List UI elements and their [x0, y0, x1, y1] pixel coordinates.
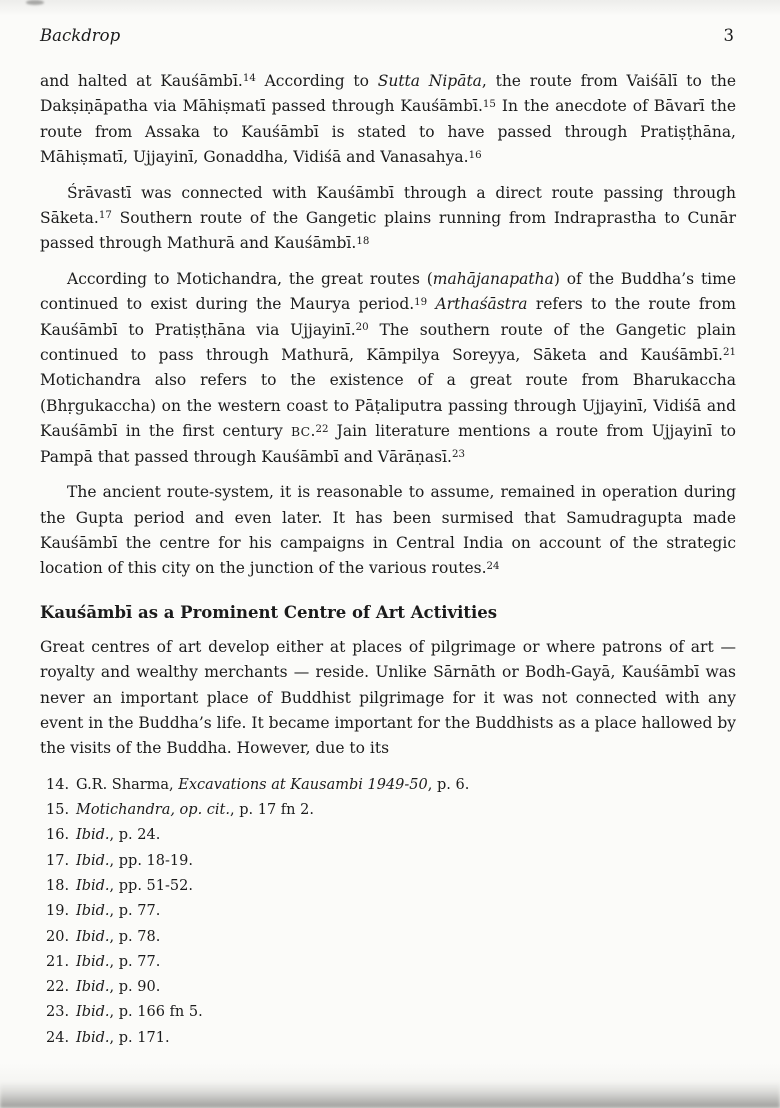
- footnote: [46, 1028, 736, 1048]
- footnote-text: Ibid., pp. 18-19.: [76, 852, 193, 869]
- footnote-number: 18.: [46, 877, 70, 894]
- footnote: [46, 800, 736, 820]
- footnote-text: Ibid., p. 166 fn 5.: [76, 1004, 203, 1021]
- footnote-text: Ibid., p. 171.: [76, 1029, 170, 1046]
- footnote: [46, 952, 736, 972]
- footnote-text: Ibid., p. 24.: [76, 827, 161, 844]
- footnote-text: Ibid., p. 78.: [76, 928, 161, 945]
- footnote-text: Ibid., p. 90.: [76, 979, 161, 996]
- section-heading: Kauśāmbī as a Prominent Centre of Art Activities: [40, 602, 498, 622]
- footnote-number: 17.: [46, 852, 70, 869]
- footnote-text: Ibid., p. 77.: [76, 903, 161, 920]
- paragraph: and halted at Kauśāmbī.$^{14}$ According to Sutta Nipāta, the route from Vaiśālī to the Dakṣiṇāpatha via Māhiṣmatī passed through Kauśāmbī.$^{15}$ In the anecdote of Bāvarī the route from Assaka to Kauśāmbī is stated to have passed through Pratiṣṭhāna, Māhiṣmatī, Ujjayinī, Gonaddha, Vidiśā and Vanasahya.$^{16}$: [40, 72, 737, 167]
- paragraph: Great centres of art develop either at places of pilgrimage or where patrons of art — royalty and wealthy merchants — reside. Unlike Sārnāth or Bodh-Gayā, Kauśāmbī was never an important place of Buddhist pilgrimage for it was not connected with any event in the Buddha’s life. It became important for the Buddhists as a place hallowed by the visits of the Buddha. However, due to its: [40, 637, 736, 758]
- running-title: Backdrop: [40, 26, 121, 45]
- footnote-text: G.R. Sharma, Excavations at Kausambi 1949-50, p. 6.: [76, 776, 470, 793]
- footnote-number: 23.: [46, 1004, 70, 1021]
- footnote: [46, 876, 736, 896]
- page-body: [40, 69, 736, 762]
- footnote-number: 21.: [46, 953, 70, 970]
- footnote-number: 22.: [46, 979, 70, 996]
- footnote: [46, 825, 736, 845]
- footnote: [46, 927, 736, 947]
- footnote: [46, 851, 736, 871]
- footnote-text: Motichandra, op. cit., p. 17 fn 2.: [76, 802, 314, 819]
- footnote-number: 20.: [46, 928, 70, 945]
- footnote-text: Ibid., pp. 51-52.: [76, 877, 193, 894]
- scan-artifact-bottom: [0, 1082, 780, 1108]
- footnote-text: Ibid., p. 77.: [76, 953, 161, 970]
- footnote: [46, 1002, 736, 1022]
- footnote: [46, 977, 736, 997]
- paragraph: According to Motichandra, the great routes (mahājanapatha) of the Buddha’s time continued to exist during the Maurya period.$^{19}$ Arthaśāstra refers to the route from Kauśāmbī to Pratiṣṭhāna via Ujjayinī.$^{20}$ The southern route of the Gangetic plain continued to pass through Mathurā, Kāmpilya Soreyya, Sāketa and Kauśāmbī.$^{21}$ Motichandra also refers to the existence of a great route from Bharukaccha (Bhṛgukaccha) on the western coast to Pāṭaliputra passing through Ujjayinī, Vidiśā and Kauśāmbī in the first century BC.$^{22}$ Jain literature mentions a route from Ujjayinī to Pampā that passed through Kauśāmbī and Vārāṇasī.$^{23}$: [40, 269, 736, 466]
- footnote-number: 14.: [46, 776, 70, 793]
- scan-artifact-top: [26, 0, 44, 5]
- footnote: [46, 775, 736, 795]
- footnote: [46, 901, 736, 921]
- footnotes: [40, 775, 736, 1048]
- paragraph: Śrāvastī was connected with Kauśāmbī through a direct route passing through Sāketa.$^{17}$ Southern route of the Gangetic plains running from Indraprastha to Cunār passed through Mathurā and Kauśāmbī.$^{18}$: [40, 183, 736, 253]
- footnote-number: 19.: [46, 903, 70, 920]
- footnote-number: 15.: [46, 802, 70, 819]
- footnote-number: 24.: [46, 1029, 70, 1046]
- paragraph: The ancient route-system, it is reasonable to assume, remained in operation during the Gupta period and even later. It has been surmised that Samudragupta made Kauśāmbī the centre for his campaigns in Central India on account of the strategic location of this city on the junction of the various routes.$^{24}$: [40, 483, 736, 578]
- page-number: 3: [723, 26, 734, 45]
- page-header: [40, 26, 736, 45]
- footnote-number: 16.: [46, 827, 70, 844]
